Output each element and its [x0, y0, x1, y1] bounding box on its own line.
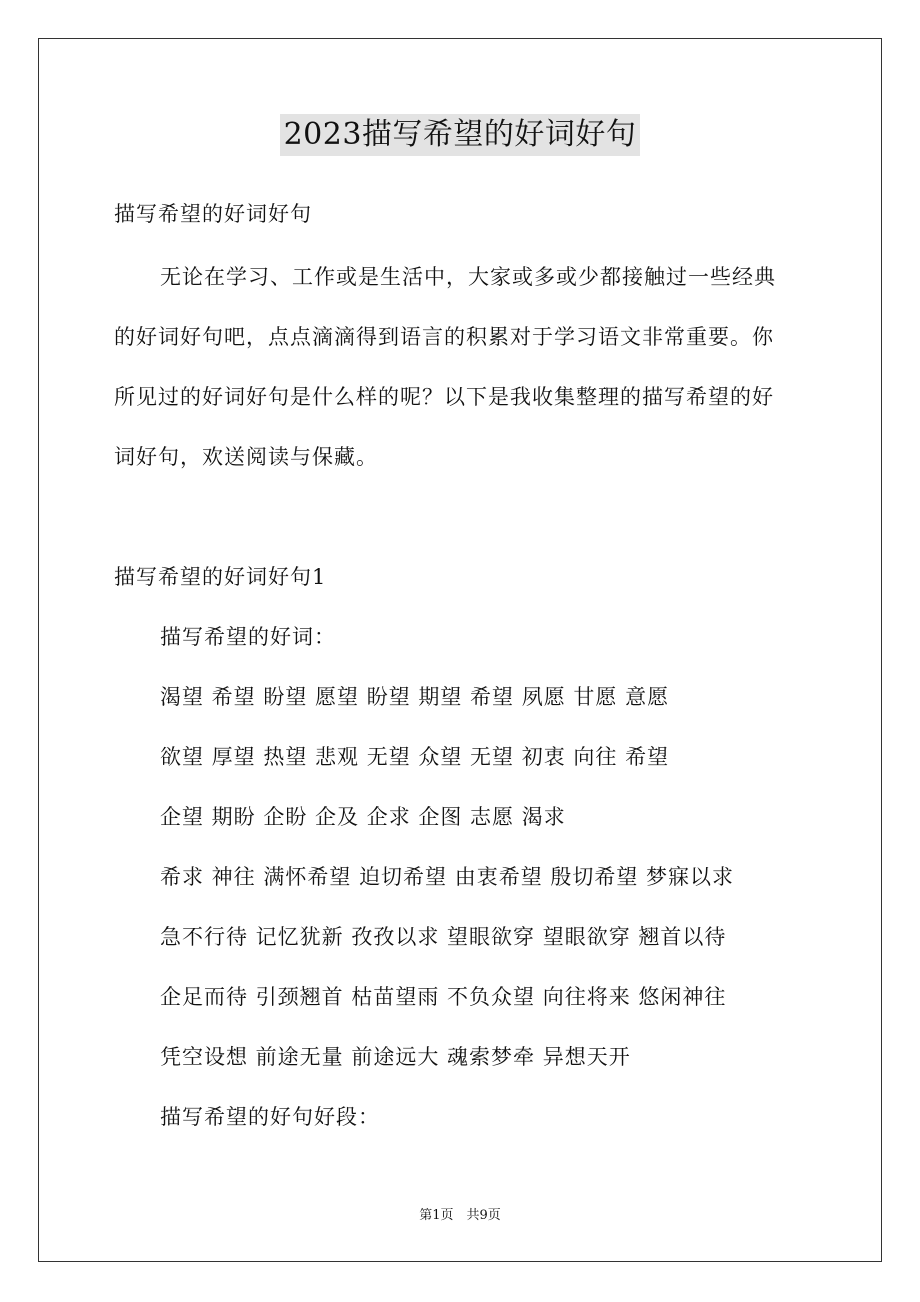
intro-line-2: 的好词好句吧，点点滴滴得到语言的积累对于学习语文非常重要。你	[114, 325, 774, 349]
title-container	[0, 114, 920, 156]
words-label: 描写希望的好词：	[160, 625, 336, 649]
word-line-4: 希求 神往 满怀希望 迫切希望 由衷希望 殷切希望 梦寐以求	[160, 865, 735, 889]
word-line-5: 急不行待 记忆犹新 孜孜以求 望眼欲穿 望眼欲穿 翘首以待	[160, 925, 727, 949]
subtitle: 描写希望的好词好句	[114, 202, 312, 226]
word-line-2: 欲望 厚望 热望 悲观 无望 众望 无望 初衷 向往 希望	[160, 745, 670, 769]
intro-line-1: 无论在学习、工作或是生活中，大家或多或少都接触过一些经典	[160, 265, 776, 289]
intro-line-3: 所见过的好词好句是什么样的呢？以下是我收集整理的描写希望的好	[114, 385, 774, 409]
word-line-1: 渴望 希望 盼望 愿望 盼望 期望 希望 夙愿 甘愿 意愿	[160, 685, 670, 709]
word-line-7: 凭空设想 前途无量 前途远大 魂索梦牵 异想天开	[160, 1045, 631, 1069]
document-title: 2023描写希望的好词好句	[280, 114, 641, 156]
page-footer: 第1页 共9页	[419, 1208, 501, 1223]
section-heading: 描写希望的好词好句1	[114, 565, 327, 589]
word-line-6: 企足而待 引颈翘首 枯苗望雨 不负众望 向往将来 悠闲神往	[160, 985, 727, 1009]
word-line-3: 企望 期盼 企盼 企及 企求 企图 志愿 渴求	[160, 805, 566, 829]
intro-line-4: 词好句，欢送阅读与保藏。	[114, 445, 378, 469]
sentences-label: 描写希望的好句好段：	[160, 1105, 380, 1129]
